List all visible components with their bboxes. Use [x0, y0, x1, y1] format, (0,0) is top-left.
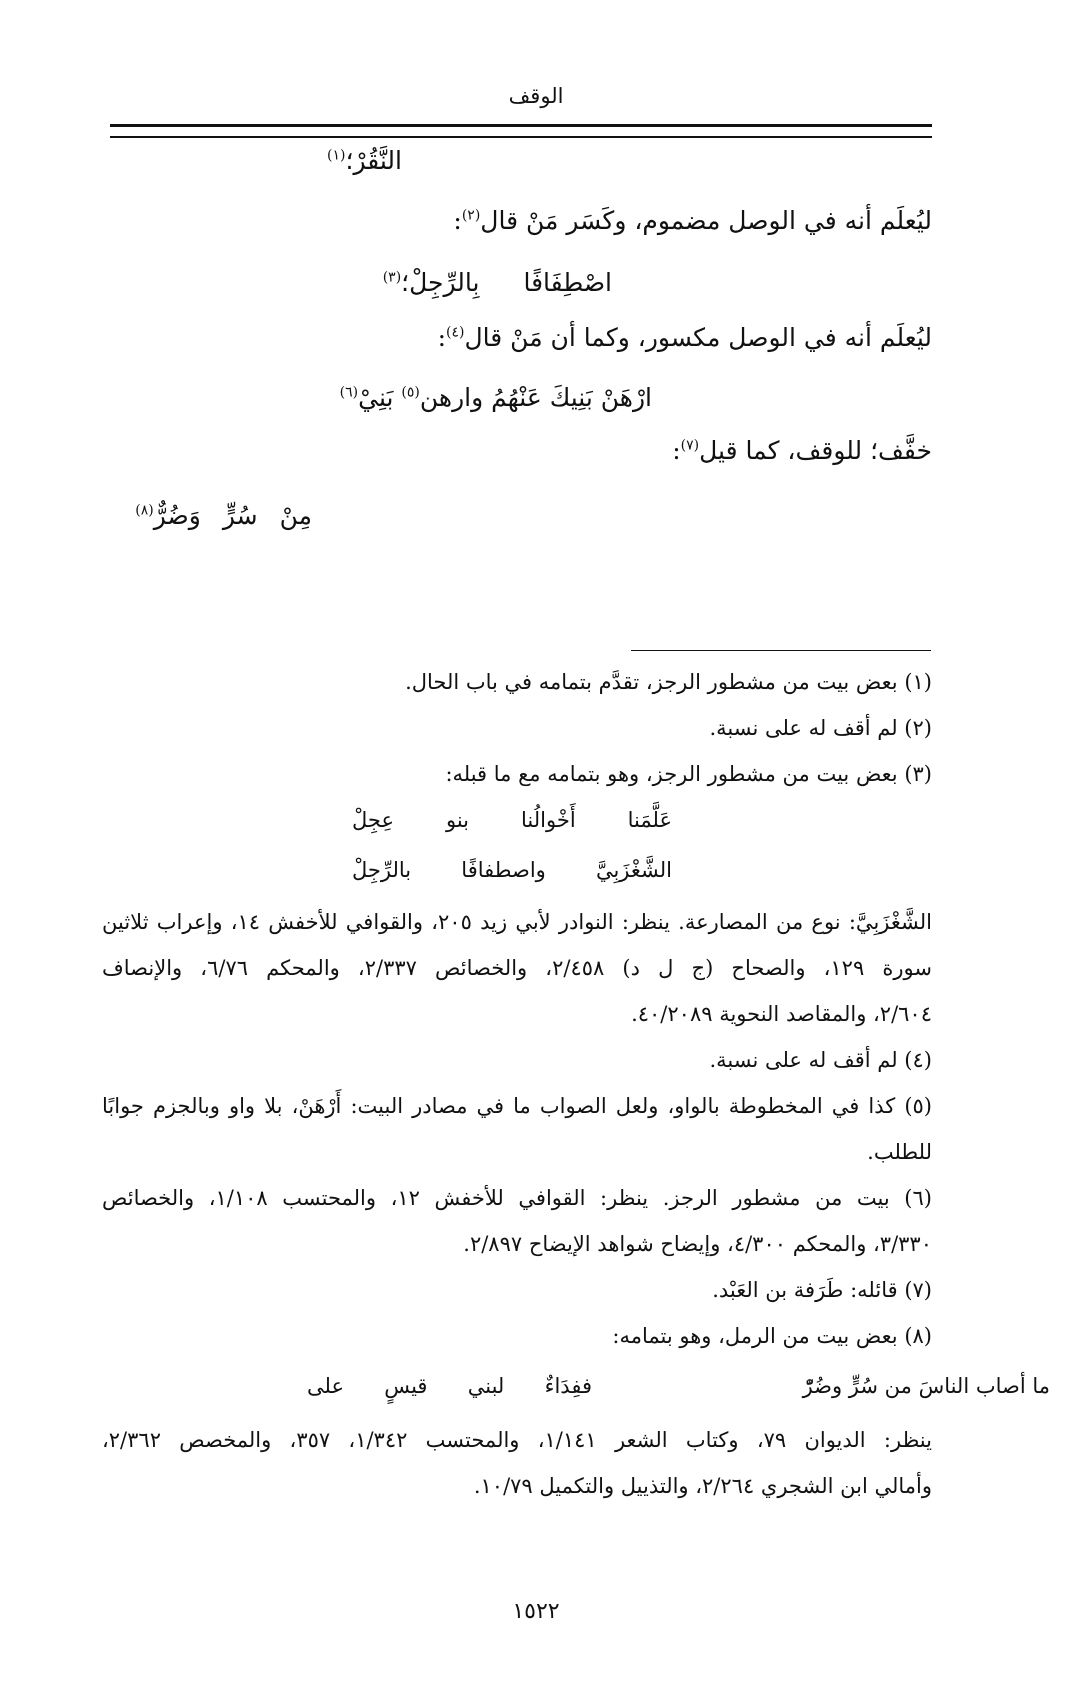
footnote-3-comment-line-2: سورة ١٢٩، والصحاح (ج ل د) ٢/٤٥٨، والخصائص ٢/٣٣٧، والمحكم ٦/٧٦، والإنصاف — [102, 956, 932, 980]
footnote-5-line-2: للطلب. — [867, 1140, 932, 1164]
footnote-ref: (٤) — [446, 324, 465, 341]
main-line-2: ليُعلَم أنه في الوصل مضموم، وكَسَر مَنْ قال$^{(٢)}$: — [453, 206, 932, 235]
footnote-ref: (٥) — [401, 384, 420, 401]
main-line-3-verse: اصْطِفَافًابِالرِّجِلْ؛$^{(٣)}$ — [382, 268, 612, 297]
running-header: الوقف — [508, 84, 564, 108]
footnote-8: (٨) بعض بيت من الرمل، وهو بتمامه: — [612, 1324, 932, 1348]
footnote-3-comment-line-3: ٢/٦٠٤، والمقاصد النحوية ٤٠/٢٠٨٩. — [631, 1002, 932, 1026]
footnote-4: (٤) لم أقف له على نسبة. — [709, 1048, 932, 1072]
footnote-8-verse-first-hemistich: ففِدَاءٌ لبني قيسٍ على — [307, 1374, 592, 1398]
footnote-7: (٧) قائله: طَرَفة بن العَبْد. — [712, 1278, 932, 1302]
footnote-3: (٣) بعض بيت من مشطور الرجز، وهو بتمامه مع ما قبله: — [445, 762, 932, 786]
main-line-4: ليُعلَم أنه في الوصل مكسور، وكما أن مَنْ قال$^{(٤)}$: — [437, 323, 932, 352]
footnote-6-line-1: (٦) بيت من مشطور الرجز. ينظر: القوافي للأخفش ١٢، والمحتسب ١/١٠٨، والخصائص — [102, 1186, 932, 1210]
main-line-7-verse: مِنْسُرٍّوَضُرٌّ$^{(٨)}$ — [135, 501, 312, 530]
footnote-ref: (٧) — [680, 437, 700, 454]
main-line-6: خفَّف؛ للوقف، كما قيل$^{(٧)}$: — [672, 436, 932, 465]
main-line-1: النَّقُرْ؛$^{(١)}$ — [327, 146, 402, 175]
footnote-ref: (١) — [327, 147, 346, 164]
footnote-2: (٢) لم أقف له على نسبة. — [709, 716, 932, 740]
footnote-6-line-2: ٣/٣٣٠، والمحكم ٤/٣٠٠، وإيضاح شواهد الإيضاح ٢/٨٩٧. — [463, 1232, 932, 1256]
page-number: ١٥٢٢ — [512, 1599, 560, 1624]
header-rule-thick — [110, 124, 932, 127]
footnote-8-sources-line-2: وأمالي ابن الشجري ٢/٢٦٤، والتذييل والتكميل ١٠/٧٩. — [473, 1474, 932, 1498]
footnote-separator — [631, 650, 931, 651]
footnote-ref: (٦) — [339, 384, 359, 401]
footnote-8-sources-line-1: ينظر: الديوان ٧٩، وكتاب الشعر ١/١٤١، والمحتسب ١/٣٤٢، ٣٥٧، والمخصص ٢/٣٦٢، — [102, 1428, 932, 1452]
footnote-ref: (٣) — [382, 269, 402, 286]
main-line-5-verse: ارْهَنْ بَنِيكَ عَنْهُمُ وارهن$^{(٥)}$ بَنِيْ$^{(٦)}$ — [339, 383, 652, 412]
header-rule-thin — [110, 136, 932, 138]
footnote-3-verse-1: عَلَّمَنا أَخْوالُنا بنو عِجِلْ — [352, 808, 672, 832]
footnote-3-comment-line-1: الشَّغْزَبِيَّ: نوع من المصارعة. ينظر: النوادر لأبي زيد ٢٠٥، والقوافي للأخفش ١٤، وإعراب ثلاثين — [102, 910, 932, 934]
footnote-3-verse-2: الشَّغْزَبِيَّ واصطفافًا بالرِّجِلْ — [352, 858, 672, 882]
footnote-ref: (٢) — [461, 207, 481, 224]
footnote-8-verse-second-hemistich: ما أصاب الناسَ من سُرٍّ وضُرّْ — [802, 1374, 1050, 1398]
footnote-ref: (٨) — [135, 502, 154, 519]
footnote-1: (١) بعض بيت من مشطور الرجز، تقدَّم بتمامه في باب الحال. — [405, 670, 932, 694]
footnote-5-line-1: (٥) كذا في المخطوطة بالواو، ولعل الصواب ما في مصادر البيت: أَرْهَنْ، بلا واو وبالجزم جوابًا — [102, 1094, 932, 1118]
